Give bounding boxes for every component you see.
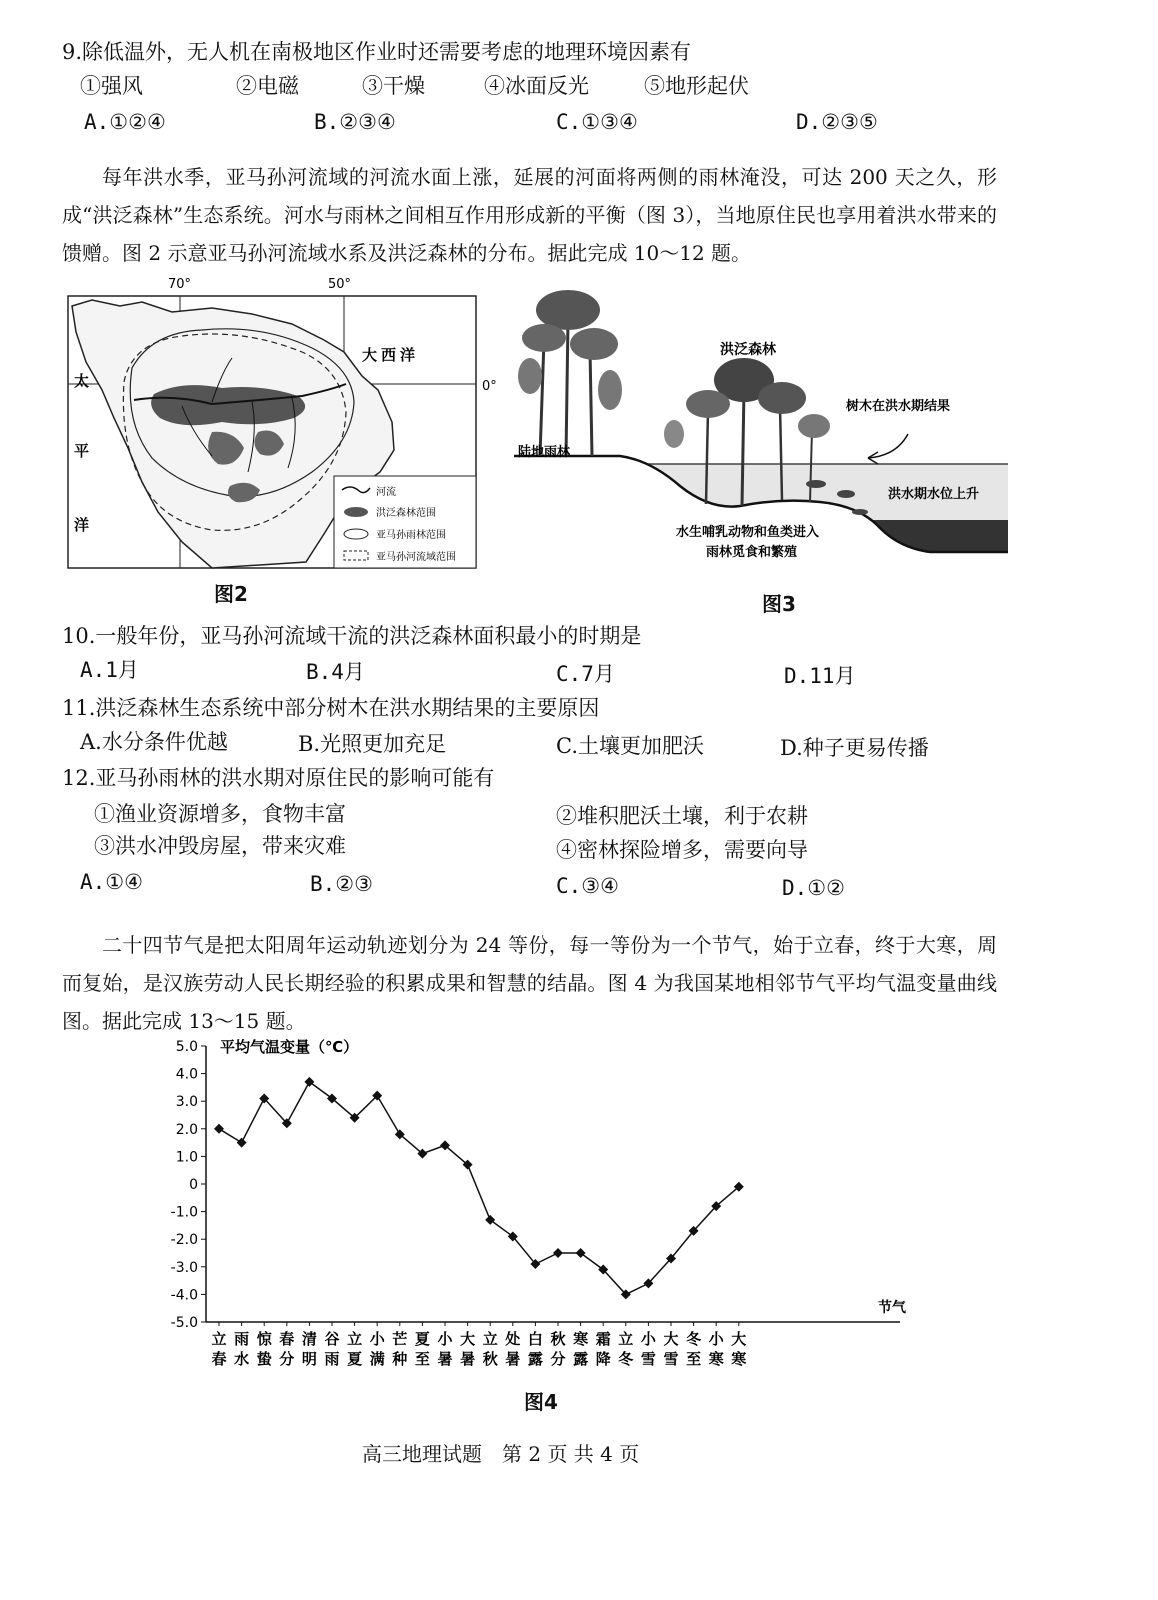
legend-label: 亚马孙雨林范围 bbox=[376, 530, 446, 541]
ocean-pacific-char: 平 bbox=[74, 442, 90, 460]
x-tick-label: 夏至 bbox=[414, 1330, 430, 1368]
chart-y-ticks bbox=[171, 1039, 206, 1331]
x-tick-label: 立冬 bbox=[618, 1330, 634, 1368]
x-tick-label: 大暑 bbox=[460, 1330, 476, 1368]
chart-series-line bbox=[219, 1082, 739, 1295]
q11-option-c: C.土壤更加肥沃 bbox=[556, 734, 704, 758]
q11-stem: 11.洪泛森林生态系统中部分树木在洪水期结果的主要原因 bbox=[62, 696, 600, 720]
chart-xlabel: 节气 bbox=[878, 1300, 906, 1316]
legend-label: 河流 bbox=[376, 487, 396, 498]
y-tick-label: 5.0 bbox=[175, 1039, 198, 1055]
q12-stem: 12.亚马孙雨林的洪水期对原住民的影响可能有 bbox=[62, 766, 495, 790]
y-tick-label: -5.0 bbox=[170, 1315, 198, 1331]
x-tick-label: 春分 bbox=[279, 1330, 295, 1368]
page-footer: 高三地理试题 第 2 页 共 4 页 bbox=[362, 1442, 640, 1466]
y-tick-label: -4.0 bbox=[170, 1287, 198, 1304]
q9-stem: 9.除低温外，无人机在南极地区作业时还需要考虑的地理环境因素有 bbox=[62, 40, 692, 64]
q10-option-c: C.7月 bbox=[556, 662, 615, 686]
q12-option-a: A.①④ bbox=[80, 870, 143, 894]
chart-point bbox=[553, 1248, 563, 1258]
q9-option-d: D.②③⑤ bbox=[796, 110, 878, 134]
q12-option-b: B.②③ bbox=[310, 872, 373, 896]
fish-icon bbox=[806, 480, 826, 488]
y-tick-label: -2.0 bbox=[170, 1232, 198, 1249]
x-tick-label: 霜降 bbox=[595, 1330, 611, 1368]
q9-item: ④冰面反光 bbox=[484, 74, 589, 98]
q12-option-c: C.③④ bbox=[556, 874, 619, 898]
ocean-pacific-char: 洋 bbox=[74, 516, 90, 534]
y-tick-label: -3.0 bbox=[170, 1259, 198, 1276]
figure-2-map bbox=[62, 272, 497, 572]
x-tick-label: 冬至 bbox=[686, 1330, 702, 1368]
chart-ylabel: 平均气温变量（℃） bbox=[220, 1038, 359, 1056]
label-flood-forest: 洪泛森林 bbox=[720, 342, 776, 358]
q12-item: ①渔业资源增多，食物丰富 bbox=[94, 802, 346, 826]
label-fruiting: 树木在洪水期结果 bbox=[846, 399, 951, 414]
x-tick-label: 雨水 bbox=[234, 1330, 250, 1368]
land-rainforest-trees bbox=[518, 290, 622, 456]
q9-option-b: B.②③④ bbox=[314, 110, 396, 134]
lat-label-0: 0° bbox=[482, 379, 497, 394]
figure-4-chart bbox=[140, 1032, 920, 1382]
q9-item: ⑤地形起伏 bbox=[644, 74, 749, 98]
chart-x-ticks bbox=[211, 1322, 746, 1368]
y-tick-label: 0 bbox=[189, 1177, 198, 1193]
q11-option-d: D.种子更易传播 bbox=[780, 736, 929, 760]
label-water-rise: 洪水期水位上升 bbox=[888, 487, 980, 502]
figure-3-profile bbox=[510, 280, 1010, 580]
q10-option-a: A.1月 bbox=[80, 658, 139, 682]
legend-floodplain-symbol bbox=[344, 507, 368, 517]
chart-point bbox=[214, 1124, 224, 1134]
y-tick-label: 2.0 bbox=[175, 1121, 198, 1138]
lon-label-70: 70° bbox=[168, 277, 192, 292]
passage-solar-terms: 二十四节气是把太阳周年运动轨迹划分为 24 等份，每一等份为一个节气，始于立春，终于大寒，周而复始，是汉族劳动人民长期经验的积累成果和智慧的结晶。图 4 为我国某地相邻节气平均气温变量曲线图。据此完成 13～15 题。 bbox=[62, 933, 997, 1033]
chart-axes bbox=[206, 1046, 900, 1322]
q10-stem: 10.一般年份，亚马孙河流域干流的洪泛森林面积最小的时期是 bbox=[62, 624, 642, 648]
ocean-pacific-char: 太 bbox=[74, 372, 90, 390]
x-tick-label: 寒露 bbox=[573, 1330, 589, 1368]
y-tick-label: 3.0 bbox=[175, 1094, 198, 1111]
passage-amazon: 每年洪水季，亚马孙河流域的河流水面上涨，延展的河面将两侧的雨林淹没，可达 200 天之久，形成“洪泛森林”生态系统。河水与雨林之间相互作用形成新的平衡（图 3），当地原住民也享用着洪水带来的馈赠。图 2 示意亚马孙河流域水系及洪泛森林的分布。据此完成 10～12 题。 bbox=[62, 165, 997, 265]
x-tick-label: 处暑 bbox=[505, 1330, 521, 1368]
fish-icon bbox=[837, 490, 855, 498]
q9-item: ①强风 bbox=[80, 74, 143, 98]
y-tick-label: -1.0 bbox=[170, 1204, 198, 1221]
q9-item: ②电磁 bbox=[236, 74, 299, 98]
x-tick-label: 白露 bbox=[527, 1330, 543, 1368]
x-tick-label: 清明 bbox=[301, 1330, 317, 1368]
x-tick-label: 小暑 bbox=[437, 1330, 453, 1368]
q11-option-b: B.光照更加充足 bbox=[298, 732, 447, 756]
fish-icon bbox=[852, 509, 868, 515]
q10-option-b: B.4月 bbox=[306, 660, 365, 684]
x-tick-label: 谷雨 bbox=[324, 1330, 340, 1368]
x-tick-label: 惊蛰 bbox=[256, 1330, 272, 1368]
x-tick-label: 芒种 bbox=[392, 1330, 408, 1368]
x-tick-label: 大雪 bbox=[663, 1330, 679, 1368]
x-tick-label: 小雪 bbox=[640, 1330, 656, 1368]
figure-2-caption: 图2 bbox=[214, 582, 248, 606]
figure-4-caption: 图4 bbox=[524, 1390, 558, 1414]
q12-item: ③洪水冲毁房屋，带来灾难 bbox=[94, 834, 346, 858]
y-tick-label: 4.0 bbox=[175, 1066, 198, 1083]
label-land-forest: 陆地雨林 bbox=[518, 445, 571, 460]
ocean-atlantic: 大西洋 bbox=[362, 346, 420, 364]
legend-label: 洪泛森林范围 bbox=[376, 508, 436, 519]
label-animals-1: 水生哺乳动物和鱼类进入 bbox=[676, 525, 820, 540]
chart-point bbox=[237, 1138, 247, 1148]
q12-option-d: D.①② bbox=[782, 876, 845, 900]
x-tick-label: 立秋 bbox=[482, 1330, 498, 1368]
figure-3-caption: 图3 bbox=[762, 592, 796, 616]
q12-item: ④密林探险增多，需要向导 bbox=[556, 838, 808, 862]
x-tick-label: 立春 bbox=[211, 1330, 227, 1368]
x-tick-label: 大寒 bbox=[731, 1330, 747, 1368]
q12-item: ②堆积肥沃土壤，利于农耕 bbox=[556, 804, 808, 828]
x-tick-label: 立夏 bbox=[347, 1330, 363, 1368]
x-tick-label: 小满 bbox=[369, 1330, 385, 1368]
x-tick-label: 小寒 bbox=[708, 1330, 724, 1368]
q9-item: ③干燥 bbox=[362, 74, 425, 98]
lon-label-50: 50° bbox=[328, 277, 352, 292]
q11-option-a: A.水分条件优越 bbox=[80, 730, 228, 754]
y-tick-label: 1.0 bbox=[175, 1149, 198, 1166]
q9-option-c: C.①③④ bbox=[556, 110, 638, 134]
q9-option-a: A.①②④ bbox=[84, 110, 166, 134]
x-tick-label: 秋分 bbox=[550, 1330, 566, 1368]
q10-option-d: D.11月 bbox=[784, 664, 856, 688]
label-animals-2: 雨林觅食和繁殖 bbox=[706, 545, 798, 560]
legend-label: 亚马孙河流域范围 bbox=[376, 552, 456, 563]
